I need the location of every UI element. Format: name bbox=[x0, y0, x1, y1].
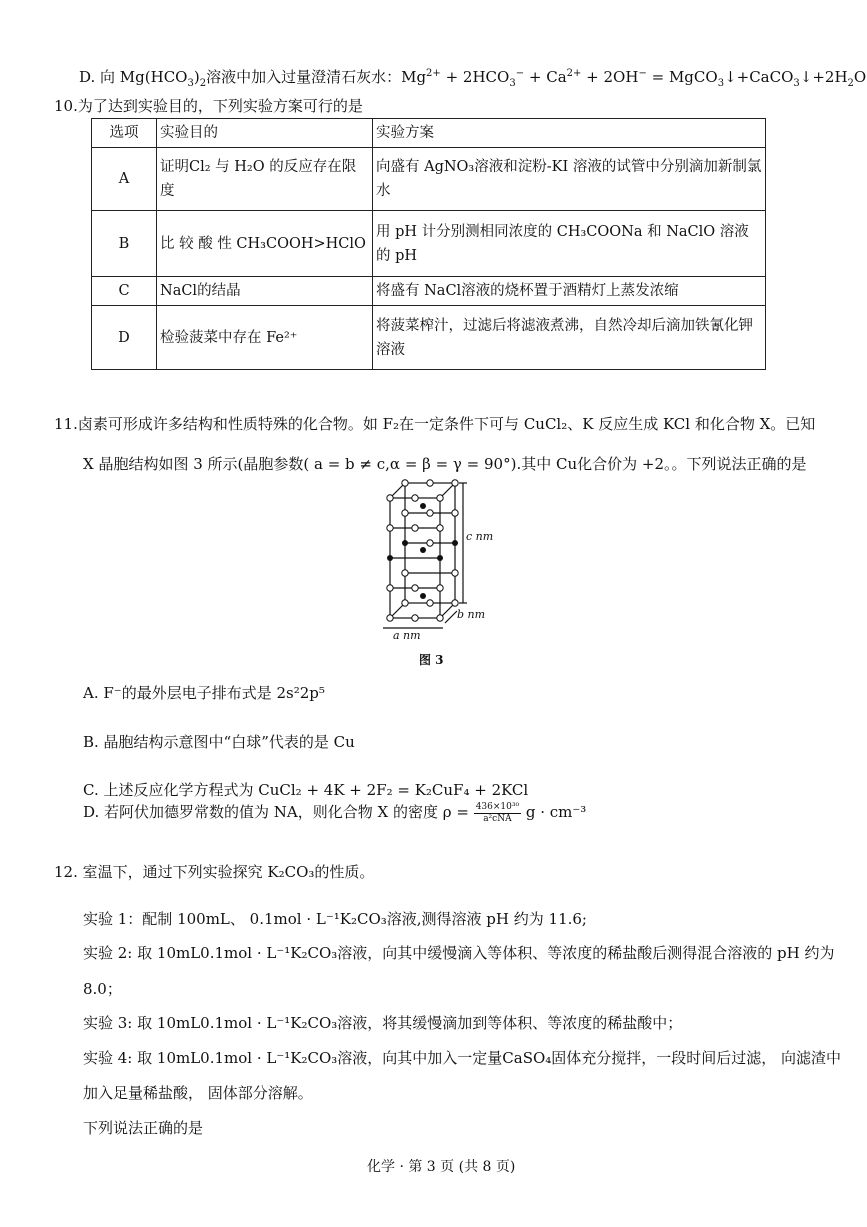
row-option: C bbox=[92, 277, 157, 306]
text: ↓+CaCO bbox=[724, 68, 794, 86]
question-9-option-d: D. 向 $Mg(HCO_3)_2$溶液中加入过量澄清石灰水：$Mg^{2+} + 2HCO_3^- + Ca^{2+} + 2OH^-$ = $MgCO_3↓+CaCO_3↓+2H_2O$ bbox=[79, 68, 867, 89]
row-plan: 向盛有 AgNO₃溶液和淀粉-KI 溶液的试管中分别滴加新制氯水 bbox=[373, 148, 766, 211]
header-plan: 实验方案 bbox=[373, 119, 766, 148]
row-plan: 用 pH 计分别测相同浓度的 CH₃COONa 和 NaClO 溶液的 pH bbox=[373, 211, 766, 277]
table-row bbox=[92, 148, 766, 211]
table-header-row bbox=[92, 119, 766, 148]
text: ↓+2H bbox=[799, 68, 848, 86]
experiment-2-line-1: 实验 2: 取 10mL0.1mol · L⁻¹K₂CO₃溶液，向其中缓慢滴入等体积、等浓度的稀盐酸后测得混合溶液的 pH 约为 bbox=[83, 944, 835, 962]
question-10-stem: 10.为了达到实验目的，下列实验方案可行的是 bbox=[54, 97, 363, 115]
row-purpose: 检验菠菜中存在 Fe²⁺ bbox=[157, 306, 373, 370]
question-11-line-2: X 晶胞结构如图 3 所示(晶胞参数( a = b ≠ c,α = β = γ = 90°).其中 Cu化合价为 +2。。下列说法正确的是 bbox=[83, 455, 807, 473]
question-11-option-c: C. 上述反应化学方程式为 CuCl₂ + 4K + 2F₂ = K₂CuF₄ + 2KCl bbox=[83, 781, 529, 799]
question-10-table bbox=[91, 118, 766, 370]
experiment-1: 实验 1：配制 100mL、 0.1mol · L⁻¹K₂CO₃溶液,测得溶液 pH 约为 11.6; bbox=[83, 910, 587, 928]
question-11-option-d bbox=[83, 801, 586, 825]
figure-a-label: a nm bbox=[393, 629, 421, 642]
figure-caption: 图 3 bbox=[419, 653, 444, 667]
text: 2 bbox=[199, 78, 207, 89]
text: 3 bbox=[187, 78, 194, 89]
question-12-stem: 12. 室温下，通过下列实验探究 K₂CO₃的性质。 bbox=[54, 863, 375, 881]
text: O bbox=[853, 68, 867, 86]
row-purpose: 证明Cl₂ 与 H₂O 的反应存在限度 bbox=[157, 148, 373, 211]
row-option: D bbox=[92, 306, 157, 370]
header-purpose: 实验目的 bbox=[157, 119, 373, 148]
row-plan: 将盛有 NaCl溶液的烧杯置于酒精灯上蒸发浓缩 bbox=[373, 277, 766, 306]
figure-b-label: b nm bbox=[457, 608, 486, 621]
experiment-4-line-2: 加入足量稀盐酸， 固体部分溶解。 bbox=[83, 1084, 313, 1102]
text: ) bbox=[193, 68, 200, 86]
fraction-denominator: a²cNA bbox=[483, 813, 512, 824]
text: + Ca bbox=[528, 68, 567, 86]
experiment-4-line-1: 实验 4: 取 10mL0.1mol · L⁻¹K₂CO₃溶液，向其中加入一定量CaSO₄固体充分搅拌，一段时间后过滤， 向滤渣中 bbox=[83, 1049, 842, 1067]
question-11-option-b: B. 晶胞结构示意图中“白球”代表的是 Cu bbox=[83, 733, 355, 751]
table-row bbox=[92, 277, 766, 306]
density-unit: g · cm⁻³ bbox=[525, 803, 587, 821]
question-11-line-1: 11.卤素可形成许多结构和性质特殊的化合物。如 F₂在一定条件下可与 CuCl₂、K 反应生成 KCl 和化合物 X。已知 bbox=[54, 415, 816, 433]
row-plan: 将菠菜榨汁，过滤后将滤液煮沸，自然冷却后滴加铁氰化钾溶液 bbox=[373, 306, 766, 370]
text: 溶液中加入过量澄清石灰水：Mg bbox=[206, 68, 427, 86]
figure-c-label: c nm bbox=[466, 530, 494, 543]
option-d-text: D. 若阿伏加德罗常数的值为 NA，则化合物 X 的密度 ρ = bbox=[83, 803, 469, 821]
question-12-ask: 下列说法正确的是 bbox=[83, 1119, 204, 1137]
table-row bbox=[92, 306, 766, 370]
row-option: A bbox=[92, 148, 157, 211]
row-option: B bbox=[92, 211, 157, 277]
text: + 2HCO bbox=[445, 68, 510, 86]
header-option: 选项 bbox=[92, 119, 157, 148]
page-footer: 化学 · 第 3 页 (共 8 页) bbox=[367, 1159, 516, 1175]
text: + 2OH bbox=[586, 68, 639, 86]
row-purpose: NaCl的结晶 bbox=[157, 277, 373, 306]
question-11-option-a: A. F⁻的最外层电子排布式是 2s²2p⁵ bbox=[83, 684, 325, 702]
fraction-numerator: 436×10³⁰ bbox=[475, 801, 520, 812]
text: = MgCO bbox=[651, 68, 718, 86]
table-row bbox=[92, 211, 766, 277]
experiment-3: 实验 3: 取 10mL0.1mol · L⁻¹K₂CO₃溶液，将其缓慢滴加到等体积、等浓度的稀盐酸中； bbox=[83, 1014, 683, 1032]
row-purpose: 比 较 酸 性 CH₃COOH>HClO bbox=[157, 211, 373, 277]
experiment-2-line-2: 8.0； bbox=[83, 980, 122, 998]
density-fraction bbox=[474, 802, 521, 825]
text: D. 向 Mg(HCO bbox=[79, 68, 188, 86]
